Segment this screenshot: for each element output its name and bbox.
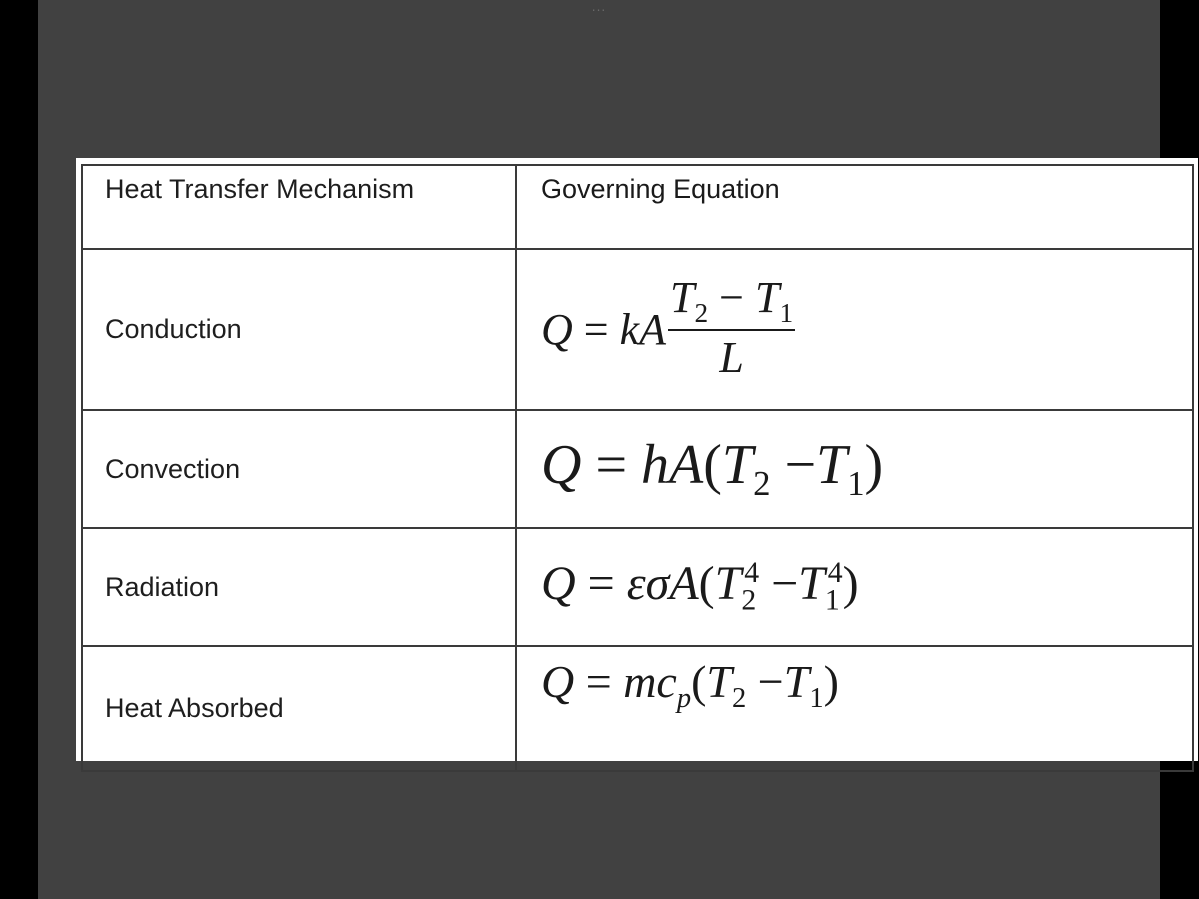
image-viewer — [38, 0, 1160, 899]
mechanism-cell: Heat Absorbed — [82, 646, 516, 771]
mechanism-cell: Radiation — [82, 528, 516, 646]
header-equation: Governing Equation — [516, 165, 1193, 249]
radiation-equation: $Q = \varepsilon\sigma A(T_2^4 -T_1^4)$ — [541, 556, 859, 617]
table-row — [82, 249, 1193, 410]
more-icon[interactable]: ... — [591, 0, 607, 14]
table-header-row — [82, 165, 1193, 249]
convection-equation: $Q = hA(T_2 -T_1)$ — [541, 434, 884, 504]
conduction-equation: Q = kA $\frac{T_2 - T_1}{L}$ — [541, 272, 794, 383]
equation-cell — [516, 410, 1193, 528]
equation-table-image — [76, 158, 1198, 761]
table-row — [82, 646, 1193, 771]
header-mechanism: Heat Transfer Mechanism — [82, 165, 516, 249]
heat-absorbed-equation: $Q = mc_p(T_2 -T_1)$ — [541, 656, 839, 715]
equation-cell — [516, 646, 1193, 771]
equation-cell — [516, 528, 1193, 646]
table-row — [82, 410, 1193, 528]
table-row — [82, 528, 1193, 646]
mechanism-cell: Convection — [82, 410, 516, 528]
fraction: $\frac{T_2 - T_1}{L}$ — [670, 272, 794, 383]
mechanism-cell: Conduction — [82, 249, 516, 410]
heat-transfer-table — [81, 164, 1194, 772]
equation-cell — [516, 249, 1193, 410]
